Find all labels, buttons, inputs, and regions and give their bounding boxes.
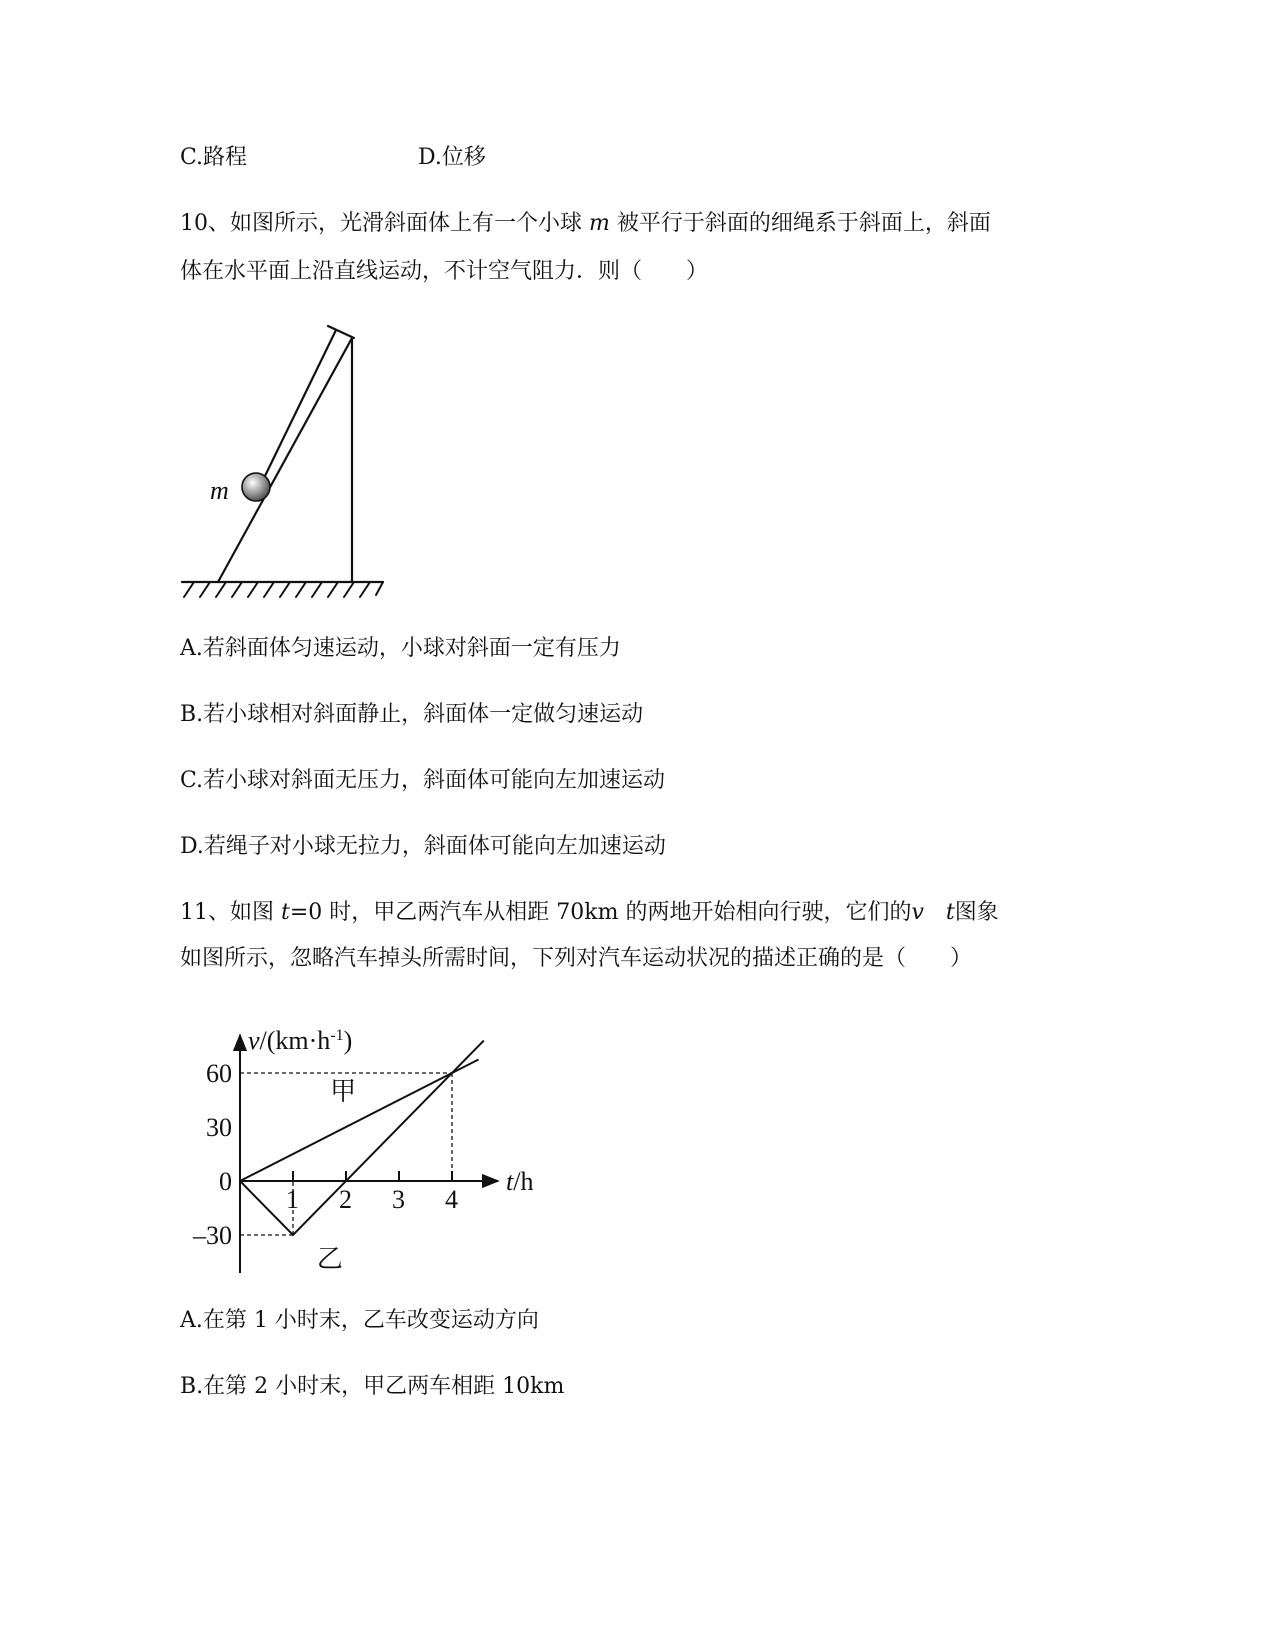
x-tick-label-3: 3 [392,1185,405,1214]
q11-stem-var-v: v [911,900,924,925]
series-label-0: 甲 [330,1077,357,1106]
q9-option-c: C.路程 [180,145,248,170]
series-line-0 [240,1060,479,1182]
q10-option-c: C.若小球对斜面无压力，斜面体可能向左加速运动 [180,768,666,793]
q9-option-d: D.位移 [418,145,486,170]
q10-stem-text-a: 10、如图所示，光滑斜面体上有一个小球 [180,211,589,236]
q11-stem-line1 [180,898,999,928]
ground-hatch [184,582,383,597]
q11-option-b: B.在第 2 小时末，甲乙两车相距 10km [180,1374,565,1399]
q10-stem-line2: 体在水平面上沿直线运动，不计空气阻力．则（ ） [180,259,709,284]
q11-stem-text-c: 图象 [954,900,999,925]
y-tick-label-2: 0 [219,1167,232,1196]
q11-stem-var-t: t [281,900,290,925]
y-axis-title: $v/(km\cdot h^{-1})$ [248,1026,353,1055]
x-axis-title: t/h [506,1167,534,1196]
q10-stem-text-b: 被平行于斜面的细绳系于斜面上，斜面 [609,211,991,236]
incline-figure [180,320,390,605]
q10-stem-var-m: m [589,211,610,236]
y-tick-label-3: –30 [193,1221,232,1250]
ball [242,473,270,501]
q10-option-a: A.若斜面体匀速运动，小球对斜面一定有压力 [180,636,621,661]
q10-stem-line1 [180,209,991,239]
q11-stem-text-a: 11、如图 [180,900,281,925]
rope [264,330,336,478]
y-tick-label-1: 30 [206,1113,232,1142]
series-label-1: 乙 [316,1244,343,1274]
q11-stem-text-b: =0 时，甲乙两汽车从相距 70km 的两地开始相向行驶，它们的 [289,900,912,925]
q11-stem-var-t2: t [945,900,955,925]
x-tick-label-1: 1 [286,1185,299,1214]
x-tick-label-2: 2 [339,1185,352,1214]
q10-option-b: B.若小球相对斜面静止，斜面体一定做匀速运动 [180,702,644,727]
q10-option-d: D.若绳子对小球无拉力，斜面体可能向左加速运动 [180,834,666,859]
x-tick-label-4: 4 [445,1185,458,1214]
q11-option-a: A.在第 1 小时末，乙车改变运动方向 [180,1308,539,1333]
y-tick-label-0: 60 [206,1059,232,1088]
incline-surface [218,338,352,582]
vt-chart [180,1015,550,1280]
q11-stem-line2: 如图所示，忽略汽车掉头所需时间，下列对汽车运动状况的描述正确的是（ ） [180,946,973,971]
ball-label: m [210,476,229,505]
